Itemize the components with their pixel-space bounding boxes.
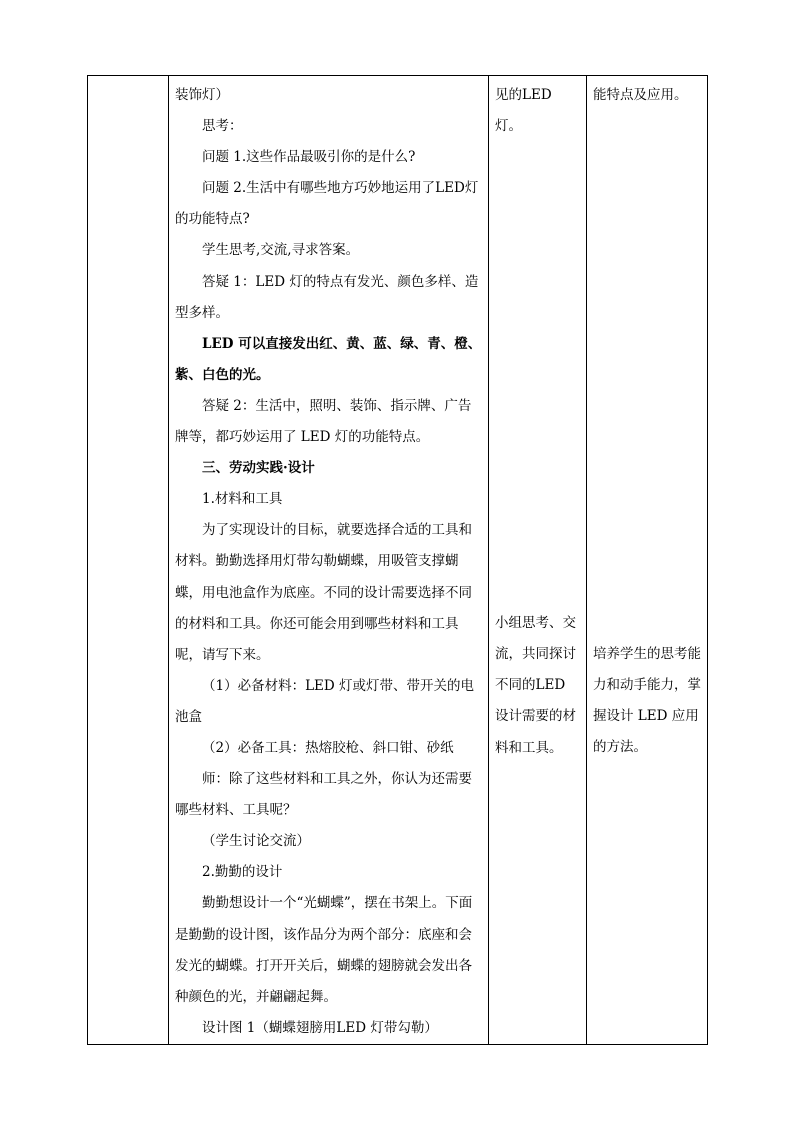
design-intent-middle: 培养学生的思考能力和动手能力，掌握设计 LED 应用的方法。 — [593, 646, 701, 756]
paragraph: 设计图 1（蝴蝶翅膀用LED 灯带勾勒） — [202, 1019, 438, 1036]
paragraph: 问题 2.生活中有哪些地方巧妙地运用了LED灯的功能特点? — [175, 180, 479, 228]
paragraph: （学生讨论交流） — [202, 833, 310, 850]
design-intent-text — [587, 76, 707, 763]
paragraph: 装饰灯） — [175, 87, 229, 103]
table-row — [88, 76, 708, 1045]
paragraph: 答疑 2：生活中，照明、装饰、指示牌、广告牌等，都巧妙运用了 LED 灯的功能特点。 — [175, 397, 472, 446]
subheading: 2.勤勤的设计 — [202, 864, 283, 881]
paragraph: 勤勤想设计一个“光蝴蝶”，摆在书架上。下面是勤勤的设计图，该作品分为两个部分：底座和会发光的蝴蝶。打开开关后，蝴蝶的翅膀就会发出各种颜色的光，并翩翩起舞。 — [175, 895, 473, 1005]
empty-cell — [88, 76, 169, 1045]
paragraph: 师：除了这些材料和工具之外，你认为还需要哪些材料、工具呢？ — [175, 771, 472, 819]
design-intent-cell — [587, 76, 708, 1045]
section-heading: 三、劳动实践·设计 — [202, 460, 315, 477]
lesson-plan-table — [87, 75, 708, 1045]
design-intent-top: 能特点及应用。 — [593, 87, 688, 103]
paragraph: 学生思考,交流,寻求答案。 — [202, 242, 360, 259]
student-activity-top: 见的LED 灯。 — [495, 87, 552, 135]
student-activity-middle: 小组思考、交流，共同探讨不同的LED 设计需要的材料和工具。 — [495, 615, 576, 756]
subheading: 1.材料和工具 — [202, 491, 283, 508]
paragraph: 思考： — [202, 118, 243, 135]
student-activity-text — [489, 76, 586, 764]
paragraph: 为了实现设计的目标，就要选择合适的工具和材料。勤勤选择用灯带勾勒蝴蝶，用吸管支撑蝴蝶，用电池盒作为底座。不同的设计需要选择不同的材料和工具。你还可能会用到哪些材料和工具呢，请写下来。 — [175, 522, 472, 663]
paragraph: 答疑 1：LED 灯的特点有发光、颜色多样、造型多样。 — [175, 273, 479, 321]
teaching-process-text — [169, 76, 488, 1044]
paragraph: 问题 1.这些作品最吸引你的是什么? — [202, 149, 416, 166]
paragraph: （2）必备工具：热熔胶枪、斜口钳、砂纸 — [202, 739, 454, 756]
paragraph: LED 可以直接发出红、黄、蓝、绿、青、橙、紫、白色的光。 — [175, 335, 482, 383]
teaching-process-cell — [169, 76, 489, 1045]
student-activity-cell — [489, 76, 587, 1045]
paragraph: （1）必备材料：LED 灯或灯带、带开关的电池盒 — [175, 677, 475, 725]
